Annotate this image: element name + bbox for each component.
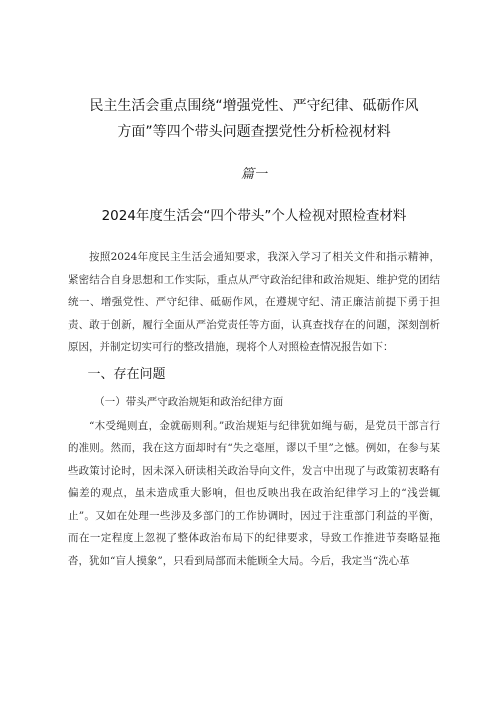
part-label: 篇一 <box>240 167 267 182</box>
title-line-2: 方面”等四个带头问题查摆党性分析检视材料 <box>117 124 391 140</box>
document-title <box>68 93 440 145</box>
subsection-heading-political-discipline: （一）带头严守政治规矩和政治纪律方面 <box>94 395 284 408</box>
section-heading-problems: 一、存在问题 <box>87 366 166 382</box>
title-line-1: 民主生活会重点围绕“增强党性、严守纪律、砥砺作风 <box>89 98 419 114</box>
document-subtitle: 2024年度生活会“四个带头”个人检视对照检查材料 <box>101 208 407 224</box>
intro-paragraph: 按照2024年度民主生活会通知要求，我深入学习了相关文件和指示精神，紧密结合自身思想和工作实际，重点从严守政治纪律和政治规矩、维护党的团结统一、增强党性、严守纪律、砥砺作风，在遵规守纪、清正廉洁前提下勇于担责、敢于创新，履行全面从严治党责任等方面，认真查找存在的问题，深刻剖析原因，并制定切实可行的整改措施，现将个人对照检查情况报告如下： <box>68 251 440 353</box>
document-body <box>68 246 440 572</box>
section-paragraph: “木受绳则直，金就砺则利。”政治规矩与纪律犹如绳与砺，是党员干部言行的准则。然而，我在这方面却时有“失之毫厘，谬以千里”之憾。例如，在参与某些政策讨论时，因未深入研读相关政治导向文件，发言中出现了与政策初衷略有偏差的观点，虽未造成重大影响，但也反映出我在政治纪律学习上的“浅尝辄止”。又如在处理一些涉及多部门的工作协调时，因过于注重部门利益的平衡，而在一定程度上忽视了整体政治布局下的纪律要求，导致工作推进节奏略显拖沓，犹如“盲人摸象”，只看到局部而未能顾全大局。今后，我定当“洗心革 <box>68 419 440 567</box>
